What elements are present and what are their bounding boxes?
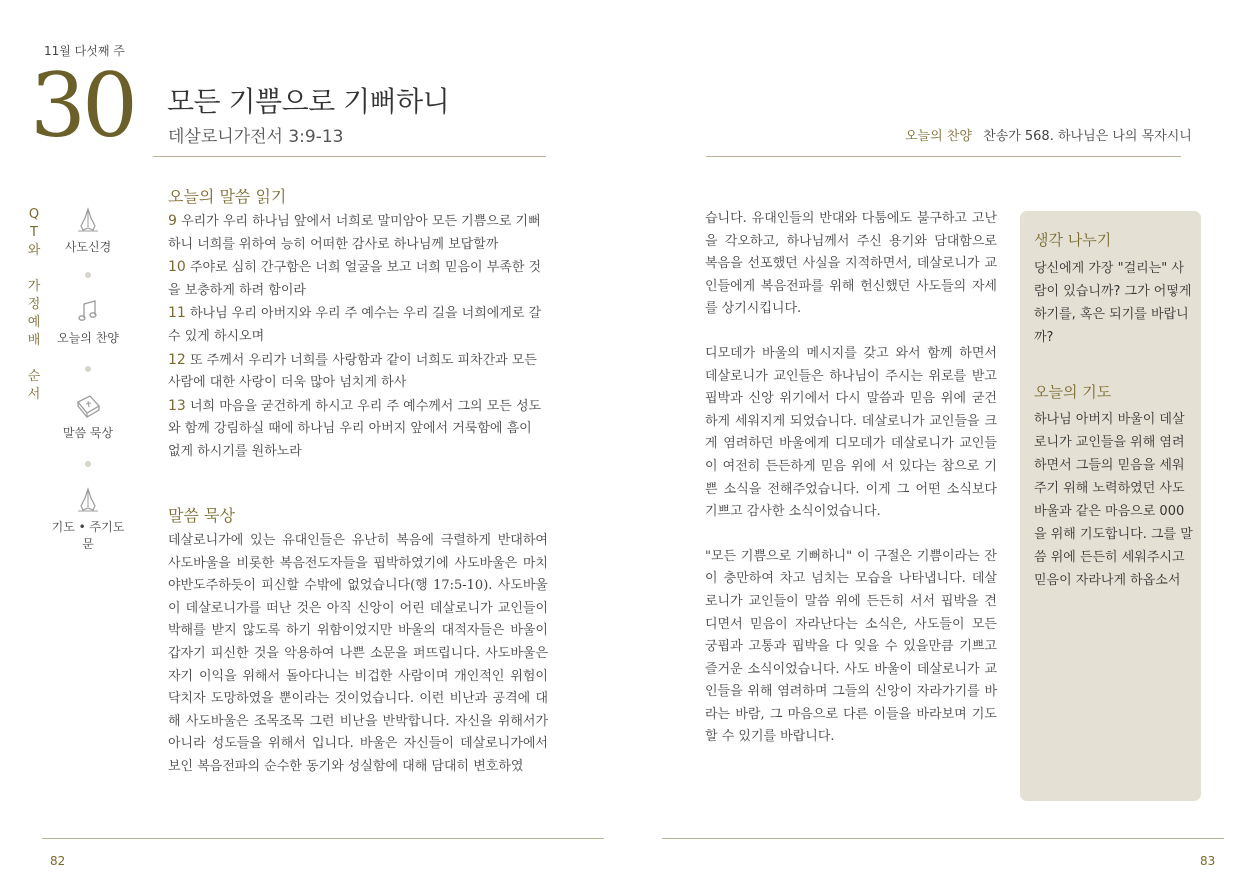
vertical-gap <box>24 350 44 368</box>
praying-hands-icon <box>74 486 102 514</box>
vertical-gap <box>24 260 44 278</box>
sidebar-item-label: 기도 • 주기도문 <box>51 520 125 551</box>
sidebar-item-creed <box>50 206 126 255</box>
qt-vertical-label <box>24 206 44 404</box>
sidebar-item-hymn <box>50 297 126 346</box>
vertical-char: 순 <box>27 369 41 384</box>
verse-text: 우리가 우리 하나님 앞에서 너희로 말미암아 모든 기쁨으로 기뻐하니 너희를 위하여 능히 어떠한 감사로 하나님께 보답할까 <box>168 214 541 252</box>
sidebar-dot <box>85 272 91 278</box>
vertical-char: T <box>30 225 38 240</box>
share-heading: 생각 나누기 <box>1034 231 1112 249</box>
meditation-text-left: 데살로니가에 있는 유대인들은 유난히 복음에 극렬하게 반대하여 사도바울을 비롯한 복음전도자들을 핍박하였기에 사도바울은 마치 야반도주하듯이 피신할 수밖에 없었습니다(행 17:5-10). 사도바울이 데살로니가를 떠난 것은 아직 신앙이 어린 데살로니가 교인들이 박해를 받지 않도록 하기 위함이었지만 바울의 대적자들은 바울이 갑자기 피신한 것을 악용하여 나쁜 소문을 퍼뜨립니다. 사도바울은 자기 이익을 위해서 돌아다니는 비겁한 사람이며 개인적인 위험이 닥치자 도망하였을 뿐이라는 것이었습니다. 이런 비난과 공격에 대해 사도바울은 조목조목 그런 비난을 반박합니다. 자신을 위해서가 아니라 성도들을 위해서 입니다. 바울은 자신들이 데살로니가에서 보인 복음전파의 순수한 동기와 성실함에 대해 담대히 변호하였 <box>168 533 548 774</box>
footer-divider-right <box>662 838 1224 839</box>
vertical-char: 와 <box>27 243 41 258</box>
vertical-char: 서 <box>27 387 41 402</box>
hymn-value: 찬송가 568. 하나님은 나의 목자시니 <box>983 129 1192 144</box>
sidebar-item-label: 오늘의 찬양 <box>57 331 119 345</box>
verse-text: 너희 마음을 굳건하게 하시고 우리 주 예수께서 그의 모든 성도와 함께 강림하실 때에 하나님 우리 아버지 앞에서 거룩함에 흠이 없게 하시기를 원하노라 <box>168 398 542 459</box>
verse <box>168 256 548 302</box>
meditation-paragraph: "모든 기쁨으로 기뻐하니" 이 구절은 기쁨이라는 잔이 충만하여 차고 넘치는 모습을 나타냅니다. 데살로니가 교인들이 말씀 위에 든든히 서서 핍박을 견디면서 믿음이 자라난다는 소식은, 사도들이 모든 궁핍과 고통과 핍박을 다 잊을 수 있을만큼 기쁘고 즐거운 소식이었습니다. 사도 바울이 데살로니가 교인들을 위해 염려하며 그들의 신앙이 자라가기를 바라는 바람, 그 마음으로 다른 이들을 바라보며 기도할 수 있기를 바랍니다. <box>705 548 997 745</box>
footer-divider-left <box>42 838 604 839</box>
verse-number: 9 <box>168 213 177 229</box>
scripture-reference: 데살로니가전서 3:9-13 <box>168 127 344 147</box>
sidebar-dot <box>85 366 91 372</box>
vertical-char: Q <box>28 207 40 222</box>
reflection-box <box>1020 211 1201 801</box>
page-number-right: 83 <box>1200 854 1216 868</box>
verse <box>168 210 548 256</box>
vertical-char: 예 <box>27 315 41 330</box>
day-number: 30 <box>30 54 134 157</box>
bible-icon <box>74 392 102 420</box>
week-label: 11월 다섯째 주 <box>44 44 125 58</box>
page-number-left: 82 <box>50 854 66 868</box>
prayer-text: 하나님 아버지 바울이 데살로니가 교인들을 위해 염려하면서 그들의 믿음을 세워주기 위해 노력하였던 사도바울과 같은 마음으로 000을 위해 기도합니다. 그를 말씀 위에 든든히 세워주시고 믿음이 자라나게 하옵소서 <box>1034 412 1193 588</box>
hymn-line <box>905 125 1192 144</box>
music-note-icon <box>74 297 102 325</box>
verse-number: 10 <box>168 259 186 276</box>
verse-number: 11 <box>168 305 186 322</box>
praying-hands-icon <box>74 206 102 234</box>
meditation-heading: 말씀 묵상 <box>168 506 235 525</box>
vertical-char: 배 <box>27 333 41 348</box>
verse-text: 주야로 심히 간구함은 너희 얼굴을 보고 너희 믿음이 부족한 것을 보충하게 하려 함이라 <box>168 260 542 298</box>
vertical-char: 가 <box>27 279 41 294</box>
vertical-char: 정 <box>27 297 41 312</box>
verse <box>168 349 548 395</box>
hymn-label: 오늘의 찬양 <box>905 129 972 144</box>
verse-text: 또 주께서 우리가 너희를 사랑함과 같이 너희도 피차간과 모든 사람에 대한 사랑이 더욱 많아 넘치게 하사 <box>168 352 537 391</box>
verse-number: 13 <box>168 397 186 414</box>
header-divider-left <box>153 156 546 157</box>
sidebar-dot <box>85 461 91 467</box>
verse-text: 하나님 우리 아버지와 우리 주 예수는 우리 길을 너희에게로 갈 수 있게 하시오며 <box>168 306 542 344</box>
prayer-heading: 오늘의 기도 <box>1034 383 1112 401</box>
header-divider-right <box>706 156 1181 157</box>
sidebar-item-label: 말씀 묵상 <box>62 426 114 440</box>
share-text: 당신에게 가장 "걸리는" 사람이 있습니까? 그가 어떻게 하기를, 혹은 되기를 바랍니까? <box>1034 261 1192 345</box>
verse <box>168 395 548 464</box>
meditation-paragraph: 습니다. 유대인들의 반대와 다툼에도 불구하고 고난을 각오하고, 하나님께서 주신 용기와 담대함으로 복음을 선포했던 사실을 지적하면서, 데살로니가 교인들에게 복음전파를 위해 헌신했던 사도들의 자세를 상기시킵니다. <box>705 211 997 317</box>
verse <box>168 302 548 348</box>
scripture-verses <box>168 210 548 464</box>
sidebar-item-label: 사도신경 <box>64 240 112 254</box>
verse-number: 12 <box>168 351 186 368</box>
sidebar-item-prayer <box>50 486 126 552</box>
page-title: 모든 기쁨으로 기뻐하니 <box>167 85 450 118</box>
meditation-paragraph: 디모데가 바울의 메시지를 갖고 와서 함께 하면서 데살로니가 교인들은 하나님이 주시는 위로를 받고 핍박과 신앙 위기에서 다시 말씀과 믿음 위에 굳건하게 세워지게 되었습니다. 데살로니가 교인들을 크게 염려하던 바울에게 디모데가 데살로니가 교인들이 여전히 든든하게 믿음 위에 서 있다는 참으로 기쁜 소식을 전해주었습니다. 이게 그 어떤 소식보다 기쁘고 감사한 소식이었습니다. <box>705 345 997 520</box>
sidebar-item-meditation <box>50 392 126 441</box>
reading-heading: 오늘의 말씀 읽기 <box>168 187 287 206</box>
meditation-text-right <box>705 208 997 749</box>
